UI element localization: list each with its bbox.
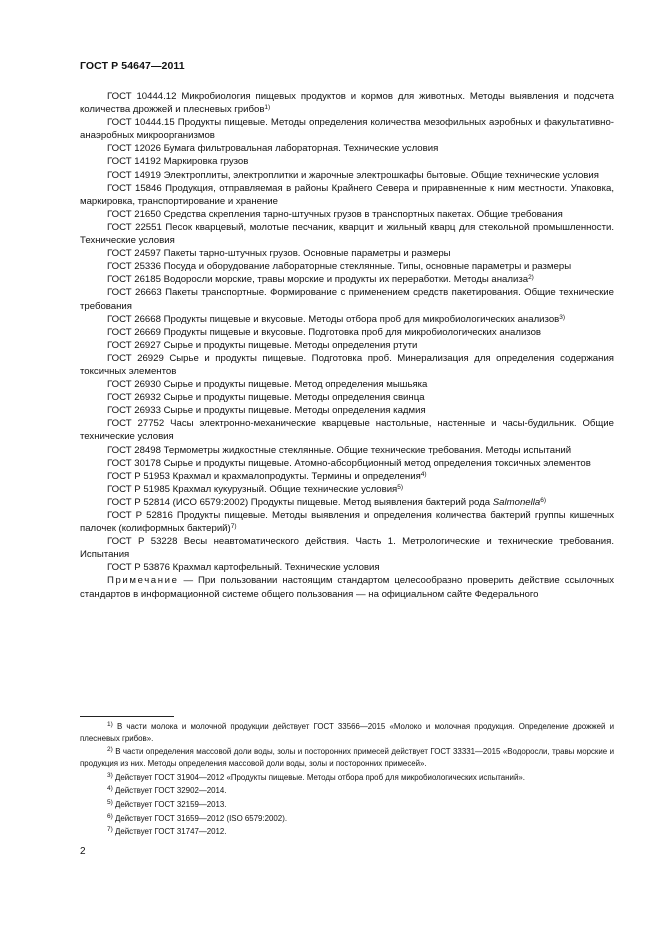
reference-text: ГОСТ 14919 Электроплиты, электроплитки и жарочные электрошкафы бытовые. Общие технические условия <box>107 169 599 181</box>
reference-item <box>80 169 614 182</box>
reference-text: ГОСТ Р 51953 Крахмал и крахмалопродукты. Термины и определения <box>107 470 421 482</box>
footnote-item <box>80 772 614 784</box>
reference-text: ГОСТ 10444.12 Микробиология пищевых продуктов и кормов для животных. Методы выявления и подсчета количества дрожжей и плесневых грибов <box>80 91 614 116</box>
reference-text: ГОСТ 27752 Часы электронно-механические кварцевые настольные, настенные и часы-будильник. Общие технические условия <box>80 418 614 443</box>
reference-item <box>80 391 614 404</box>
reference-item <box>80 483 614 496</box>
reference-text: ГОСТ 26929 Сырье и продукты пищевые. Подготовка проб. Минерализация для определения содержания токсичных элементов <box>80 352 614 377</box>
footnote-mark: 7) <box>107 826 113 834</box>
reference-item <box>80 561 614 574</box>
reference-item <box>80 326 614 339</box>
reference-item <box>80 535 614 561</box>
footnote-mark: 5) <box>107 798 113 806</box>
reference-item <box>80 142 614 155</box>
footnote-item <box>80 721 614 744</box>
references-container <box>80 90 614 574</box>
reference-item <box>80 221 614 247</box>
reference-text: ГОСТ Р 53876 Крахмал картофельный. Технические условия <box>107 562 380 574</box>
reference-item <box>80 404 614 417</box>
reference-item <box>80 509 614 535</box>
reference-item <box>80 352 614 378</box>
reference-italic: Salmonella <box>492 496 541 508</box>
footnote-marker: 1) <box>264 104 271 112</box>
reference-item <box>80 339 614 352</box>
footnotes <box>80 721 614 840</box>
reference-item <box>80 496 614 509</box>
reference-text: ГОСТ 26668 Продукты пищевые и вкусовые. Методы отбора проб для микробиологических анализов <box>107 313 560 325</box>
reference-item <box>80 417 614 443</box>
reference-item <box>80 90 614 116</box>
reference-item <box>80 286 614 312</box>
reference-text: ГОСТ 26930 Сырье и продукты пищевые. Метод определения мышьяка <box>107 379 428 391</box>
footnote-mark: 6) <box>107 812 113 820</box>
reference-item <box>80 313 614 326</box>
footnote-marker: 6) <box>540 496 547 504</box>
footnote-item <box>80 746 614 769</box>
reference-text: ГОСТ 10444.15 Продукты пищевые. Методы определения количества мезофильных аэробных и факультативно-анаэробных микроорганизмов <box>80 117 614 142</box>
reference-text: ГОСТ Р 53228 Весы неавтоматического действия. Часть 1. Метрологические и технические требования. Испытания <box>80 536 614 561</box>
footnote-marker: 7) <box>230 523 237 531</box>
reference-text: ГОСТ 26185 Водоросли морские, травы морские и продукты их переработки. Методы анализа <box>107 274 529 286</box>
reference-text: ГОСТ 22551 Песок кварцевый, молотые песчаник, кварцит и жильный кварц для стекольной промышленности. Технические условия <box>80 221 614 247</box>
reference-text: ГОСТ 25336 Посуда и оборудование лабораторные стеклянные. Типы, основные параметры и размеры <box>107 261 572 273</box>
footnote-marker: 4) <box>420 470 427 478</box>
footnote-text: Действует ГОСТ 32159—2013. <box>114 799 227 809</box>
reference-text: ГОСТ 21650 Средства скрепления тарно-штучных грузов в транспортных пакетах. Общие требования <box>107 208 563 220</box>
reference-text: ГОСТ 24597 Пакеты тарно-штучных грузов. Основные параметры и размеры <box>107 248 451 260</box>
reference-item <box>80 273 614 286</box>
reference-item <box>80 155 614 168</box>
reference-text: ГОСТ 12026 Бумага фильтровальная лабораторная. Технические условия <box>107 143 439 155</box>
footnote-marker: 5) <box>397 483 404 491</box>
footnote-mark: 4) <box>107 785 113 793</box>
reference-text: ГОСТ 15846 Продукция, отправляемая в районы Крайнего Севера и приравненные к ним местности. Упаковка, маркировка, транспортирование и хранение <box>80 182 614 207</box>
references-list <box>80 90 614 601</box>
reference-text: ГОСТ 26669 Продукты пищевые и вкусовые. Подготовка проб для микробиологических анализов <box>107 326 542 338</box>
reference-text: ГОСТ Р 52814 (ИСО 6579:2002) Продукты пищевые. Метод выявления бактерий рода <box>107 496 493 508</box>
footnote-mark: 3) <box>107 771 113 779</box>
reference-text: ГОСТ Р 51985 Крахмал кукурузный. Общие технические условия <box>107 483 398 495</box>
reference-text: ГОСТ 26927 Сырье и продукты пищевые. Методы определения ртути <box>107 339 418 351</box>
reference-text: ГОСТ 26932 Сырье и продукты пищевые. Методы определения свинца <box>107 392 425 404</box>
reference-item <box>80 208 614 221</box>
footnote-marker: 2) <box>528 274 534 282</box>
reference-item <box>80 247 614 260</box>
footnote-text: Действует ГОСТ 31659—2012 (ISO 6579:2002). <box>114 813 288 823</box>
document-header: ГОСТ Р 54647—2011 <box>80 60 185 72</box>
footnote-item <box>80 826 614 838</box>
footnote-item <box>80 799 614 811</box>
footnote-text: Действует ГОСТ 32902—2014. <box>114 786 227 796</box>
reference-item <box>80 260 614 273</box>
reference-text: ГОСТ Р 52816 Продукты пищевые. Методы выявления и определения количества бактерий группы кишечных палочек (колиформных бактерий) <box>80 510 614 535</box>
footnote-marker: 3) <box>559 313 566 321</box>
reference-text: ГОСТ 26933 Сырье и продукты пищевые. Методы определения кадмия <box>107 405 426 417</box>
footnote-text: В части определения массовой доли воды, золы и посторонних примесей действует ГОСТ 33331—2015 «Водоросли, травы морские и продукция из них. Методы определения массовой доли воды, золы и посторонних примесей». <box>80 747 614 768</box>
page-number: 2 <box>80 846 86 857</box>
reference-item <box>80 444 614 457</box>
footnote-mark: 2) <box>107 746 113 754</box>
reference-item <box>80 116 614 142</box>
footnote-text: Действует ГОСТ 31904—2012 «Продукты пищевые. Методы отбора проб для микробиологических испытаний». <box>114 772 525 782</box>
reference-item <box>80 182 614 208</box>
footnote-separator <box>80 716 174 717</box>
note-text: — При пользовании настоящим стандартом целесообразно проверить действие ссылочных стандартов в информационной системе общего пользования — на официальном сайте Федерального <box>80 575 614 600</box>
reference-item <box>80 457 614 470</box>
reference-text: ГОСТ 30178 Сырье и продукты пищевые. Атомно-абсорбционный метод определения токсичных элементов <box>107 457 591 469</box>
footnote-text: В части молока и молочной продукции действует ГОСТ 33566—2015 «Молоко и молочная продукция. Определение дрожжей и плесневых грибов». <box>80 722 614 743</box>
footnote-text: Действует ГОСТ 31747—2012. <box>114 827 227 837</box>
note-label: Примечание <box>107 575 179 587</box>
footnote-mark: 1) <box>107 721 113 728</box>
reference-item <box>80 470 614 483</box>
footnote-item <box>80 813 614 825</box>
reference-item <box>80 378 614 391</box>
reference-text: ГОСТ 28498 Термометры жидкостные стеклянные. Общие технические требования. Методы испытаний <box>107 444 572 456</box>
footnote-item <box>80 785 614 797</box>
note-paragraph <box>80 574 614 600</box>
reference-text: ГОСТ 14192 Маркировка грузов <box>107 156 249 168</box>
reference-text: ГОСТ 26663 Пакеты транспортные. Формирование с применением средств пакетирования. Общие технические требования <box>80 287 614 312</box>
